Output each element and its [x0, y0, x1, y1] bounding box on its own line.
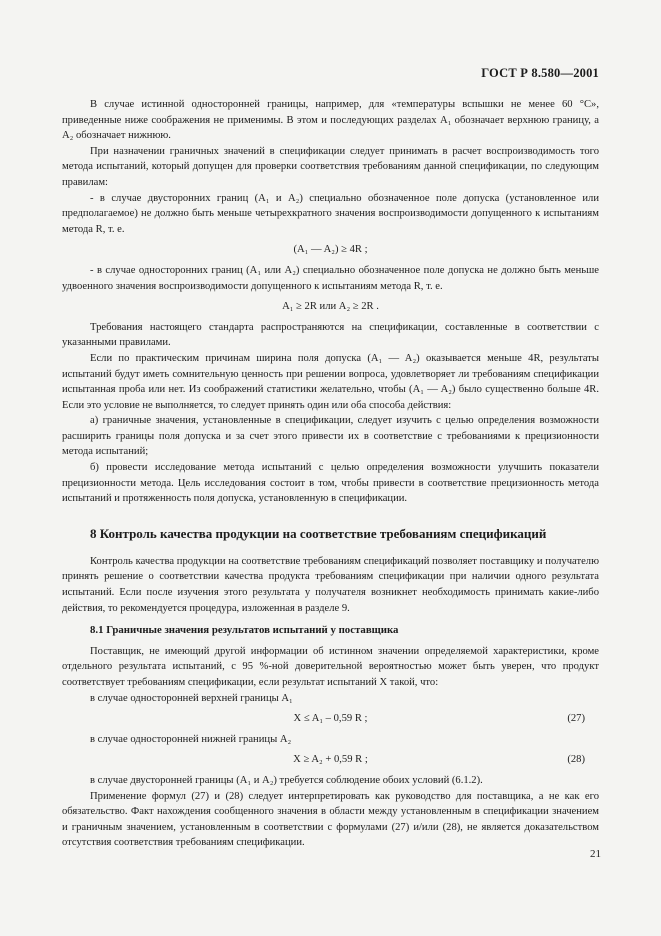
formula-27-number: (27): [567, 713, 585, 725]
paragraph-section-8-intro: Контроль качества продукции на соответствие требованиям спецификаций позволяет поставщику и получателю принять решение о соответствии качества продукта требованиям спецификации при наличии одного результата испытаний. Если после изучения этого результата у получателя возникнет необходимость принимать какие-либо действия, то рекомендуется процедура, изложенная в разделе 9.: [62, 555, 599, 614]
page-number: 21: [590, 848, 601, 860]
formula-27: X ≤ A₁ – 0,59 R ;: [293, 713, 368, 725]
label-upper-limit: в случае односторонней верхней границы A₁: [90, 692, 293, 704]
formula-28-number: (28): [567, 754, 585, 766]
page-body: [62, 97, 599, 851]
paragraph-two-sided-rule: - в случае двусторонних границ (A₁ и A₂) специально обозначенное поле допуска (установленное или предполагаемое) не должно быть меньше четырехкратного значения воспроизводимости допущенного к испытаниям метода R, т. е.: [62, 192, 599, 235]
paragraph-requirements-scope: Требования настоящего стандарта распространяются на спецификации, составленные в соответствии с указанными правилами.: [62, 321, 599, 349]
paragraph-two-sided-both: в случае двусторонней границы (A₁ и A₂) требуется соблюдение обоих условий (6.1.2).: [90, 774, 483, 786]
paragraph-formula-interpretation: Применение формул (27) и (28) следует интерпретировать как руководство для поставщика, а не как его обязательство. Факт нахождения сообщенного значения в области между установленным в спецификации значением и граничным значением, установленным в соответствии с формулами (27) и/или (28), не является доказательством отсутствия соответствия требованиям спецификации.: [62, 790, 599, 849]
paragraph-option-b: б) провести исследование метода испытаний с целью определения возможности улучшить показатели прецизионности метода. Цель исследования состоит в том, чтобы привести в соответствие прецизионность метода испытаний и протяженность поля допуска, установленную в спецификации.: [62, 462, 599, 505]
paragraph-true-one-sided: В случае истинной односторонней границы, например, для «температуры вспышки не менее 60 °С», приведенные ниже соображения не применимы. В этом и последующих разделах A₁ обозначает верхнюю границу, а A₂ обозначает нижнюю.: [62, 99, 599, 142]
formula-28-row: [62, 752, 599, 768]
formula-two-sided: (A₁ — A₂) ≥ 4R ;: [293, 244, 368, 256]
formula-28: X ≥ A₂ + 0,59 R ;: [293, 754, 368, 766]
paragraph-limit-assignment: При назначении граничных значений в спецификации следует принимать в расчет воспроизводимость того метода испытаний, который допущен для проверки соответствия требованиям данной спецификации, по следующим правилам:: [62, 145, 599, 188]
paragraph-option-a: а) граничные значения, установленные в спецификации, следует изучить с целью определения возможности расширить границы поля допуска и за счет этого привести их в соответствие с требованиями к прецизионности метода испытаний;: [62, 415, 599, 458]
subsection-8-1-heading: 8.1 Граничные значения результатов испытаний у поставщика: [90, 624, 399, 637]
formula-27-row: [62, 711, 599, 727]
label-lower-limit: в случае односторонней нижней границы A₂: [90, 733, 292, 745]
paragraph-one-sided-rule: - в случае односторонних границ (A₁ или A₂) специально обозначенное поле допуска не должно быть меньше удвоенного значения воспроизводимости допущенного к испытаниям метода R, т. е.: [62, 264, 599, 292]
paragraph-narrow-tolerance: Если по практическим причинам ширина поля допуска (A₁ — A₂) оказывается меньше 4R, результаты испытаний будут иметь сомнительную ценность при решении вопроса, удовлетворяет ли требованиям спецификации испытанная проба или нет. Из соображений статистики желательно, чтобы (A₁ — A₂) было существенно больше 4R. Если это условие не выполняется, то следует принять один или оба способа действия:: [62, 352, 599, 411]
section-8-heading: 8 Контроль качества продукции на соответствие требованиям спецификаций: [90, 525, 547, 541]
formula-one-sided: A₁ ≥ 2R или A₂ ≥ 2R .: [282, 301, 379, 313]
paragraph-supplier-limits: Поставщик, не имеющий другой информации об истинном значении определяемой характеристики, кроме отдельного результата испытаний, с 95 %-ной доверительной вероятностью может быть уверен, что продукт соответствует требованиям спецификации, если результат испытаний X такой, что:: [62, 645, 599, 688]
document-code-header: ГОСТ Р 8.580—2001: [481, 66, 599, 80]
